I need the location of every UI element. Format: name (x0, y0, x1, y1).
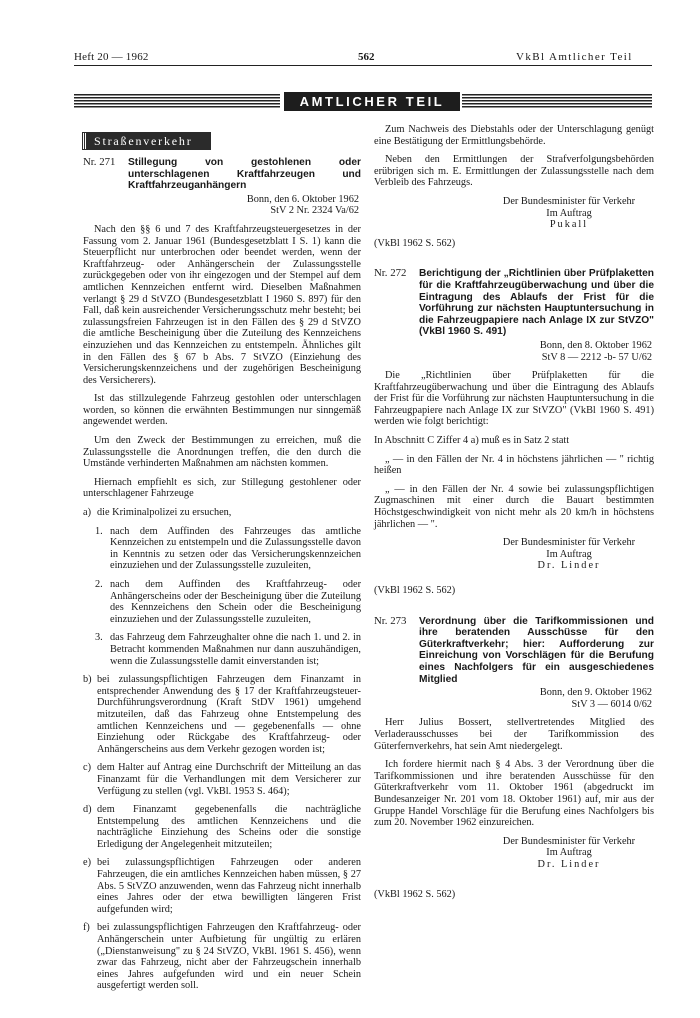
paragraph: Neben den Ermittlungen der Strafverfolgungsbehörden erübrigen sich m. E. Ermittlungen der Zulassungsstelle nach dem Verbleib des Fahrzeugs. (374, 154, 654, 189)
list-item (83, 922, 361, 992)
list-item (83, 804, 361, 850)
entry-date: Bonn, den 9. Oktober 1962 (539, 687, 652, 699)
entry-title: Berichtigung der „Richtlinien über Prüfplaketten für die Kraftfahrzeugüberwachung und über die Eintragung des Ablaufs der Frist für die Vorführung zur nächsten Hauptuntersuchung in die Fahrzeugpapiere nach Anlage IX zur StVZO" (VkBl 1960 S. 491) (419, 268, 654, 338)
section-label: Straßenverkehr (83, 133, 210, 149)
banner-lines-left (74, 94, 280, 108)
paragraph: Ich fordere hiermit nach § 4 Abs. 3 der Verordnung über die Tarifkommissionen und ihre beratenden Ausschüsse für den Güterkraftverkehr vom 11. Oktober 1961 (abgedruckt im Bundesanzeiger Nr. 201 vom 18. Oktober 1961) auf, mir aus der Gruppe Handel Vorschläge für die Berufung eines Nachfolgers bis zum 20. November 1962 einzureichen. (374, 759, 654, 829)
list-text: dem Halter auf Antrag eine Durchschrift der Mitteilung an das Finanzamt für die Verhandlungen mit dem Versicherer zur Verfügung zu stellen (vgl. VkBl. 1953 S. 464); (97, 762, 361, 797)
paragraph: Ist das stillzulegende Fahrzeug gestohlen oder unterschlagen worden, so können die erwähnten Bestimmungen nur sinngemäß angewendet werden. (83, 393, 361, 428)
list-text: das Fahrzeug dem Fahrzeughalter ohne die nach 1. und 2. in Betracht kommenden Maßnahmen nur dann auszuhändigen, wenn die Zulassungsstelle damit einverstanden ist; (110, 632, 361, 667)
list-marker: c) (83, 762, 91, 774)
list-text: nach dem Auffinden des Fahrzeuges das amtliche Kennzeichen zu entstempeln und die Zulassungsstelle davon in Kenntnis zu setzen oder das Versicherungskennzeichen einzuziehen und der Zulassungsstelle zuzuleiten, (110, 525, 361, 572)
list-text: bei zulassungspflichtigen Fahrzeugen dem Finanzamt in entsprechender Anwendung des § 17 der Kraftfahrzeugsteuer-Durchführungsverordnung (Kraft StDV 1961) umgehend mitzuteilen, daß das Fahrzeug ohne Entstempelung des amtlichen Kennzeichens und — gegebenenfalls — ohne Einziehung oder Rückgabe des Kraftfahrzeug- oder Anhängerscheins aus dem Verkehr gezogen worden ist; (97, 674, 361, 755)
entry-title: Verordnung über die Tarifkommissionen und ihre beratenden Ausschüsse für den Güterkraftverkehr; hier: Aufforderung zur Einreichung von Vorschlägen für die Berufung eines Nachfolgers für ein ausgeschiedenes Mitglied (419, 615, 654, 685)
entry-date: Bonn, den 6. Oktober 1962 (246, 193, 359, 205)
list-text: die Kriminalpolizei zu ersuchen, (97, 507, 232, 519)
entry-number: Nr. 271 (83, 156, 116, 168)
issue-label: Heft 20 — 1962 (74, 51, 149, 63)
list-marker: a) (83, 507, 91, 519)
entry-date: Bonn, den 8. Oktober 1962 (539, 339, 652, 351)
list-text: dem Finanzamt gegebenenfalls die nachträgliche Entstempelung des amtlichen Kennzeichens und die nachträgliche Einziehung des Scheins oder die sonstige Erledigung der Angelegenheit mitzuteilen; (97, 804, 361, 850)
list-item (83, 857, 361, 915)
paragraph: Nach den §§ 6 und 7 des Kraftfahrzeugsteuergesetzes in der Fassung vom 2. Januar 1961 (Bundesgesetzblatt I S. 1) kann die Steuerpflicht nur unterbrochen oder beendet werden, wenn der Kraftfahrzeug- oder Anhängerschein der Zulassungsstelle zurückgegeben oder von ihr eingezogen und der Stempel auf dem amtlichen Kennzeichen entfernt wird. Dieselben Maßnahmen verlangt § 29 d StVZO (Bundesgesetzblatt I 1960 S. 897) für den Fall, daß kein ausreichender Versicherungsschutz mehr besteht; bei zulassungsfreien Fahrzeugen ist in den Fällen des § 29 d StVZO die amtliche Bescheinigung über die Zuteilung des Kennzeichens einzuziehen und das Kennzeichen zu entstempeln. Ähnliches gilt in den Fällen des § 67 b Abs. 7 StVZO (Einziehung des Versicherungskennzeichens und der zugehörigen Bescheinigung des Versicherers). (83, 223, 361, 386)
banner-box (284, 92, 460, 111)
list-item (83, 762, 361, 797)
entry-number: Nr. 272 (374, 267, 407, 280)
list-text: bei zulassungspflichtigen Fahrzeugen den Kraftfahrzeug- oder Anhängerschein unter Aufbietung für ungültig zu erlären („Dienstanweisung" zu § 24 StVZO, VkBl. 1961 S. 456), wenn zwar das Fahrzeug, nicht aber der Fahrzeugschein innerhalb eines Jahres aufgefunden wird und ein neuer Schein ausgefertigt werden soll. (97, 922, 361, 992)
signature-name: Dr. Linder (537, 858, 601, 870)
section-header: VkBl Amtlicher Teil (516, 51, 633, 63)
list-marker: f) (83, 922, 90, 934)
amtlicher-teil-banner (74, 92, 652, 111)
signature-name: Pukall (549, 219, 589, 231)
signature-name: Dr. Linder (537, 560, 601, 572)
right-column (374, 124, 654, 901)
citation: (VkBl 1962 S. 562) (374, 889, 456, 901)
list-item (83, 526, 361, 572)
list-item (83, 632, 361, 667)
list-marker: 1. (95, 525, 103, 537)
citation: (VkBl 1962 S. 562) (374, 237, 456, 249)
signature-authority: Der Bundesminister für Verkehr (502, 537, 636, 549)
list-item (83, 579, 361, 625)
entry-273-heading (374, 616, 654, 686)
entry-file-number: StV 2 Nr. 2324 Va/62 (270, 205, 359, 217)
entry-title: Stillegung von gestohlenen oder unterschlagenen Kraftfahrzeugen und Kraftfahrzeuganhängern (128, 157, 361, 192)
paragraph: Um den Zweck der Bestimmungen zu erreichen, muß die Zulassungsstelle die Anordnungen treffen, die den durch die Umstände verhinderten Maßnahmen am nächsten kommen. (83, 435, 361, 470)
entry-number: Nr. 273 (374, 614, 407, 627)
paragraph: Zum Nachweis des Diebstahls oder der Unterschlagung genügt eine Bestätigung der Ermittlungsbehörde. (374, 124, 654, 147)
entry-file-number: StV 8 — 2212 -b- 57 U/62 (541, 351, 652, 363)
list-text: nach dem Auffinden des Kraftfahrzeug- oder Anhängerscheins oder der Bescheinigung über die Zuteilung des Kennzeichens den Schein oder die Bescheinigung einzuziehen und der Zulassungsstelle zuzuleiten, (110, 579, 361, 625)
list-item (83, 507, 361, 519)
entry-272-heading (374, 268, 654, 338)
paragraph: „ — in den Fällen der Nr. 4 in höchstens jährlichen — " richtig heißen (374, 453, 654, 477)
signature-role: Im Auftrag (546, 847, 592, 859)
list-marker: 3. (95, 632, 103, 644)
entry-271-heading (83, 157, 361, 192)
signature-role: Im Auftrag (546, 548, 592, 560)
citation: (VkBl 1962 S. 562) (374, 585, 456, 596)
page-number: 562 (358, 51, 375, 63)
paragraph: „ — in den Fällen der Nr. 4 sowie bei zulassungspflichtigen Zugmaschinen mit einer durch die Bauart bestimmten Höchstgeschwindigkeit von nicht mehr als 20 km/h in höchstens jährlichen — ". (374, 483, 654, 530)
list-item (83, 674, 361, 755)
signature-authority: Der Bundesminister für Verkehr (502, 835, 636, 847)
paragraph: In Abschnitt C Ziffer 4 a) muß es in Satz 2 statt (374, 435, 570, 447)
paragraph: Die „Richtlinien über Prüfplaketten für die Kraftfahrzeugüberwachung und über die Eintragung des Ablaufs der Frist für die Vorführung zur nächsten Hauptuntersuchung in die Fahrzeugpapiere nach Anlage IX zur StVZO" (VkBl 1960 S. 491) werden wie folgt berichtigt: (374, 370, 654, 428)
banner-lines-right (462, 94, 652, 108)
paragraph: Herr Julius Bossert, stellvertretendes Mitglied des Verladerausschusses bei der Tarifkommission des Güterfernverkehrs, hat sein Amt niedergelegt. (374, 717, 654, 752)
entry-file-number: StV 3 — 6014 0/62 (571, 698, 652, 710)
header-rule (74, 65, 652, 66)
paragraph: Hiernach empfiehlt es sich, zur Stillegung gestohlener oder unterschlagener Fahrzeuge (83, 476, 361, 500)
signature-role: Im Auftrag (546, 207, 592, 219)
list-marker: e) (83, 857, 91, 869)
list-text: bei zulassungspflichtigen Fahrzeugen oder anderen Fahrzeugen, die ein amtliches Kennzeichen haben müssen, § 27 Abs. 5 StVZO anzuwenden, wenn das Fahrzeug nicht innerhalb eines Jahres oder der etwa bewilligten längeren Frist aufgefunden wird; (97, 857, 361, 915)
list-marker: 2. (95, 579, 103, 590)
left-column (83, 157, 361, 992)
list-marker: d) (83, 804, 92, 816)
signature-authority: Der Bundesminister für Verkehr (502, 195, 636, 207)
banner-title: AMTLICHER TEIL (299, 94, 445, 109)
list-marker: b) (83, 674, 92, 686)
